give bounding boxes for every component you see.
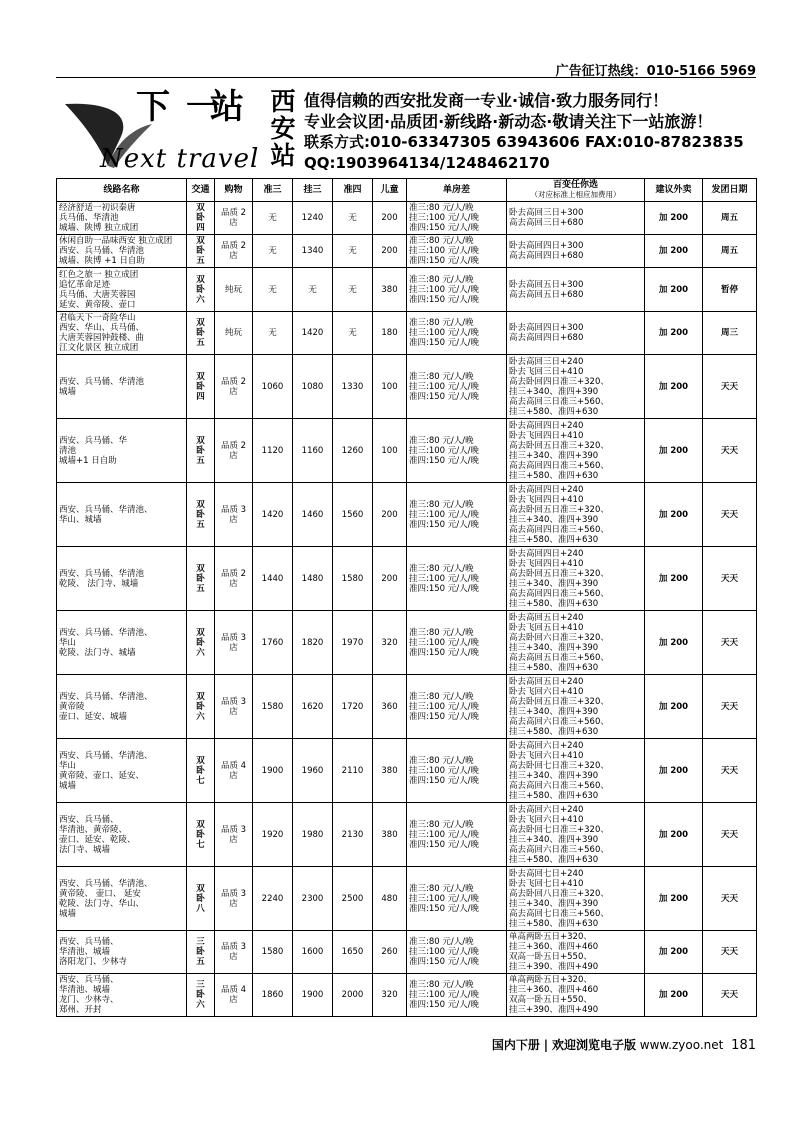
cell-child: 480 [373, 867, 407, 931]
cell-date: 天天 [703, 547, 757, 611]
cell-upgrade: 单高两卧五日+320、 挂三+360、准四+460 双高一卧五日+550、 挂三+390、准四+490 [507, 974, 645, 1017]
col-g3: 挂三 [293, 179, 333, 202]
cell-child: 200 [373, 235, 407, 268]
cell-transport: 双 卧 八 [187, 867, 215, 931]
cell-route: 西安、兵马俑、 华清池、城墙 龙门、少林寺、 郑州、开封 [57, 974, 187, 1017]
cell-shopping: 品质 2店 [215, 355, 253, 419]
cell-price: 加 200 [645, 355, 703, 419]
table-row [57, 483, 757, 547]
footer-divider: | [543, 1038, 549, 1052]
cell-z3: 1900 [253, 739, 293, 803]
cell-date: 周五 [703, 202, 757, 235]
table-row [57, 931, 757, 974]
cell-route: 西安、兵马俑、华清池、 黄帝陵、 壶口、 延安 乾陵、法门寺、华山、 城墙 [57, 867, 187, 931]
col-child: 儿童 [373, 179, 407, 202]
table-row [57, 867, 757, 931]
cell-child: 100 [373, 419, 407, 483]
cell-price: 加 200 [645, 739, 703, 803]
cell-z4: 无 [333, 268, 373, 312]
cell-transport: 双 卧 六 [187, 675, 215, 739]
table-row [57, 675, 757, 739]
cell-z3: 1580 [253, 675, 293, 739]
cell-z3: 无 [253, 268, 293, 312]
col-shopping: 购物 [215, 179, 253, 202]
cell-upgrade: 卧去高回三日+300 高去高回三日+680 [507, 202, 645, 235]
cell-price: 加 200 [645, 974, 703, 1017]
cell-route: 红色之旅一 独立成团 追忆革命足迹 兵马俑、大唐芙蓉园 延安、黄帝陵、壶口 [57, 268, 187, 312]
table-row [57, 547, 757, 611]
brand-subtitle: Next travel [100, 144, 260, 174]
cell-z4: 1970 [333, 611, 373, 675]
cell-g3: 无 [293, 268, 333, 312]
cell-route: 西安、兵马俑、华清池、 华山 黄帝陵、壶口、延安、 城墙 [57, 739, 187, 803]
cell-date: 天天 [703, 355, 757, 419]
cell-single: 准三:80 元/人/晚 挂三:100 元/人/晚 准四:150 元/人/晚 [407, 675, 507, 739]
cell-z4: 1720 [333, 675, 373, 739]
cell-z3: 无 [253, 202, 293, 235]
cell-child: 200 [373, 547, 407, 611]
cell-upgrade: 单高两卧五日+320、 挂三+360、准四+460 双高一卧五日+550、 挂三+390、准四+490 [507, 931, 645, 974]
cell-z3: 1060 [253, 355, 293, 419]
ad-line-2: 专业会议团·品质团·新线路·新动态·敬请关注下一站旅游！ [304, 112, 713, 131]
cell-g3: 1340 [293, 235, 333, 268]
cell-transport: 双 卧 五 [187, 312, 215, 355]
cell-upgrade: 卧去高回四日+240 卧去飞回四日+410 高去卧回五日准三+320、 挂三+340、准四+390 高去高回四日准三+560、 挂三+580、准四+630 [507, 547, 645, 611]
cell-transport: 双 卧 四 [187, 202, 215, 235]
cell-upgrade: 卧去高回六日+240 卧去飞回六日+410 高去卧回七日准三+320、 挂三+340、准四+390 高去高回六日准三+560、 挂三+580、准四+630 [507, 803, 645, 867]
cell-date: 天天 [703, 611, 757, 675]
cell-g3: 1620 [293, 675, 333, 739]
cell-upgrade: 卧去高回五日+240 卧去飞回六日+410 高去卧回五日准三+320、 挂三+340、准四+390 高去高回六日准三+560、 挂三+580、准四+630 [507, 675, 645, 739]
cell-z4: 1330 [333, 355, 373, 419]
cell-g3: 1080 [293, 355, 333, 419]
cell-child: 260 [373, 931, 407, 974]
cell-single: 准三:80 元/人/晚 挂三:100 元/人/晚 准四:150 元/人/晚 [407, 355, 507, 419]
cell-date: 天天 [703, 483, 757, 547]
ad-contact: 联系方式:010-63347305 63943606 FAX:010-87823835 [304, 133, 744, 151]
route-price-table [56, 178, 757, 1017]
cell-price: 加 200 [645, 483, 703, 547]
cell-child: 200 [373, 202, 407, 235]
cell-price: 加 200 [645, 202, 703, 235]
cell-upgrade: 卧去高回五日+300 高去高回五日+680 [507, 268, 645, 312]
cell-child: 320 [373, 974, 407, 1017]
cell-shopping: 品质 2店 [215, 235, 253, 268]
cell-date: 周三 [703, 312, 757, 355]
cell-z3: 1440 [253, 547, 293, 611]
cell-shopping: 品质 4店 [215, 974, 253, 1017]
cell-transport: 双 卧 五 [187, 235, 215, 268]
cell-g3: 1420 [293, 312, 333, 355]
cell-route: 西安、兵马俑、华清池 城墙 [57, 355, 187, 419]
table-row [57, 235, 757, 268]
cell-route: 休闲自助一品味西安 独立成团 西安、兵马俑、华清池 城墙、陕博 +1 日自助 [57, 235, 187, 268]
table-header-row [57, 179, 757, 202]
cell-single: 准三:80 元/人/晚 挂三:100 元/人/晚 准四:150 元/人/晚 [407, 739, 507, 803]
table-row [57, 419, 757, 483]
cell-date: 暂停 [703, 268, 757, 312]
col-date: 发团日期 [703, 179, 757, 202]
cell-shopping: 品质 3店 [215, 611, 253, 675]
cell-shopping: 品质 2店 [215, 419, 253, 483]
cell-z3: 1420 [253, 483, 293, 547]
cell-z3: 1580 [253, 931, 293, 974]
cell-shopping: 品质 4店 [215, 739, 253, 803]
cell-z4: 2500 [333, 867, 373, 931]
cell-date: 天天 [703, 931, 757, 974]
cell-transport: 双 卧 七 [187, 803, 215, 867]
cell-transport: 双 卧 七 [187, 739, 215, 803]
svg-text:下: 下 [136, 87, 170, 127]
cell-shopping: 纯玩 [215, 312, 253, 355]
cell-single: 准三:80 元/人/晚 挂三:100 元/人/晚 准四:150 元/人/晚 [407, 803, 507, 867]
cell-route: 西安、兵马俑、 华清池、黄帝陵、 壶口、延安、乾陵、 法门寺、城墙 [57, 803, 187, 867]
cell-single: 准三:80 元/人/晚 挂三:100 元/人/晚 准四:150 元/人/晚 [407, 547, 507, 611]
table-row [57, 611, 757, 675]
cell-date: 天天 [703, 675, 757, 739]
cell-price: 加 200 [645, 547, 703, 611]
cell-shopping: 品质 3店 [215, 483, 253, 547]
brand-vertical-title: 西 安 站 [270, 87, 296, 170]
cell-upgrade: 卧去高回四日+300 高去高回四日+680 [507, 312, 645, 355]
table-row [57, 355, 757, 419]
cell-z4: 2000 [333, 974, 373, 1017]
cell-price: 加 200 [645, 611, 703, 675]
cell-child: 360 [373, 675, 407, 739]
table-row [57, 312, 757, 355]
svg-text:站: 站 [210, 87, 244, 127]
cell-z4: 2110 [333, 739, 373, 803]
cell-date: 周五 [703, 235, 757, 268]
cell-z3: 无 [253, 235, 293, 268]
table-row [57, 803, 757, 867]
cell-z4: 1260 [333, 419, 373, 483]
cell-shopping: 品质 3店 [215, 675, 253, 739]
cell-g3: 1160 [293, 419, 333, 483]
cell-z3: 1920 [253, 803, 293, 867]
cell-z3: 2240 [253, 867, 293, 931]
page-number: 181 [731, 1038, 756, 1053]
cell-upgrade: 卧去高回四日+240 卧去飞回四日+410 高去卧回五日准三+320、 挂三+340、准四+390 高去高回四日准三+560、 挂三+580、准四+630 [507, 483, 645, 547]
cell-g3: 1980 [293, 803, 333, 867]
cell-price: 加 200 [645, 867, 703, 931]
cell-single: 准三:80 元/人/晚 挂三:100 元/人/晚 准四:150 元/人/晚 [407, 483, 507, 547]
cell-single: 准三:80 元/人/晚 挂三:100 元/人/晚 准四:150 元/人/晚 [407, 611, 507, 675]
cell-upgrade: 卧去高回三日+240 卧去飞回三日+410 高去卧回四日准三+320、 挂三+340、准四+390 高去高回三日准三+560、 挂三+580、准四+630 [507, 355, 645, 419]
cell-upgrade: 卧去高回四日+300 高去高回四日+680 [507, 235, 645, 268]
cell-z4: 1580 [333, 547, 373, 611]
cell-g3: 2300 [293, 867, 333, 931]
cell-route: 西安、兵马俑、华清池、 黄帝陵 壶口、延安、城墙 [57, 675, 187, 739]
cell-transport: 双 卧 四 [187, 355, 215, 419]
cell-route: 西安、兵马俑、 华清池、城墙 洛阳龙门、少林寺 [57, 931, 187, 974]
table-row [57, 739, 757, 803]
cell-price: 加 200 [645, 419, 703, 483]
cell-single: 准三:80 元/人/晚 挂三:100 元/人/晚 准四:150 元/人/晚 [407, 312, 507, 355]
cell-price: 加 200 [645, 268, 703, 312]
cell-price: 加 200 [645, 803, 703, 867]
cell-single: 准三:80 元/人/晚 挂三:100 元/人/晚 准四:150 元/人/晚 [407, 268, 507, 312]
ad-line-1: 值得信赖的西安批发商一专业·诚信·致力服务同行！ [304, 91, 669, 110]
cell-child: 320 [373, 611, 407, 675]
cell-z3: 无 [253, 312, 293, 355]
cell-z4: 无 [333, 312, 373, 355]
cell-price: 加 200 [645, 235, 703, 268]
cell-upgrade: 卧去高回五日+240 卧去飞回五日+410 高去卧回六日准三+320、 挂三+340、准四+390 高去高回五日准三+560、 挂三+580、准四+630 [507, 611, 645, 675]
cell-single: 准三:80 元/人/晚 挂三:100 元/人/晚 准四:150 元/人/晚 [407, 931, 507, 974]
cell-z4: 无 [333, 202, 373, 235]
footer-welcome: 欢迎浏览电子版 [551, 1038, 636, 1052]
cell-g3: 1960 [293, 739, 333, 803]
col-z4: 准四 [333, 179, 373, 202]
cell-z4: 1650 [333, 931, 373, 974]
cell-route: 西安、兵马俑、华清池、 华山 乾陵、法门寺、城墙 [57, 611, 187, 675]
top-divider [56, 77, 756, 78]
cell-z4: 1560 [333, 483, 373, 547]
ad-hotline: 广告征订热线：010-5166 5969 [555, 64, 756, 79]
cell-z4: 2130 [333, 803, 373, 867]
cell-single: 准三:80 元/人/晚 挂三:100 元/人/晚 准四:150 元/人/晚 [407, 235, 507, 268]
cell-transport: 双 卧 五 [187, 483, 215, 547]
cell-shopping: 品质 2店 [215, 202, 253, 235]
cell-z4: 无 [333, 235, 373, 268]
cell-shopping: 品质 2店 [215, 547, 253, 611]
cell-date: 天天 [703, 974, 757, 1017]
cell-date: 天天 [703, 419, 757, 483]
cell-transport: 双 卧 六 [187, 611, 215, 675]
cell-date: 天天 [703, 739, 757, 803]
cell-transport: 双 卧 五 [187, 419, 215, 483]
cell-child: 380 [373, 739, 407, 803]
table-row [57, 974, 757, 1017]
cell-upgrade: 卧去高回六日+240 卧去飞回六日+410 高去卧回七日准三+320、 挂三+340、准四+390 高去高回六日准三+560、 挂三+580、准四+630 [507, 739, 645, 803]
col-z3: 准三 [253, 179, 293, 202]
cell-transport: 三 卧 六 [187, 974, 215, 1017]
footer-url[interactable]: www.zyoo.net [639, 1038, 724, 1052]
cell-route: 经济舒适一初识秦唐 兵马俑、华清池 城墙、陕博 独立成团 [57, 202, 187, 235]
cell-transport: 三 卧 五 [187, 931, 215, 974]
cell-g3: 1900 [293, 974, 333, 1017]
ad-qq: QQ:1903964134/1248462170 [304, 154, 550, 172]
cell-z3: 1760 [253, 611, 293, 675]
cell-price: 加 200 [645, 675, 703, 739]
cell-child: 200 [373, 483, 407, 547]
table-row [57, 202, 757, 235]
cell-route: 西安、兵马俑、华清池 乾陵、 法门寺、城墙 [57, 547, 187, 611]
cell-z3: 1120 [253, 419, 293, 483]
cell-upgrade: 卧去高回七日+240 卧去飞回七日+410 高去卧回八日准三+320、 挂三+340、准四+390 高去高回七日准三+560、 挂三+580、准四+630 [507, 867, 645, 931]
cell-z3: 1860 [253, 974, 293, 1017]
col-single: 单房差 [407, 179, 507, 202]
cell-shopping: 纯玩 [215, 268, 253, 312]
cell-single: 准三:80 元/人/晚 挂三:100 元/人/晚 准四:150 元/人/晚 [407, 867, 507, 931]
cell-child: 380 [373, 268, 407, 312]
cell-route: 西安、兵马俑、华清池、 华山、城墙 [57, 483, 187, 547]
page-footer [492, 1036, 756, 1053]
cell-price: 加 200 [645, 931, 703, 974]
cell-g3: 1480 [293, 547, 333, 611]
ad-text [304, 90, 744, 174]
cell-g3: 1460 [293, 483, 333, 547]
col-upgrade: 百变任你选 （对应标准上相应加费用） [507, 179, 645, 202]
cell-child: 380 [373, 803, 407, 867]
cell-transport: 双 卧 五 [187, 547, 215, 611]
cell-single: 准三:80 元/人/晚 挂三:100 元/人/晚 准四:150 元/人/晚 [407, 419, 507, 483]
col-route: 线路名称 [57, 179, 187, 202]
svg-text:一: 一 [186, 87, 220, 127]
table-row [57, 268, 757, 312]
cell-g3: 1820 [293, 611, 333, 675]
cell-transport: 双 卧 六 [187, 268, 215, 312]
cell-price: 加 200 [645, 312, 703, 355]
col-transport: 交通 [187, 179, 215, 202]
cell-g3: 1240 [293, 202, 333, 235]
cell-single: 准三:80 元/人/晚 挂三:100 元/人/晚 准四:150 元/人/晚 [407, 202, 507, 235]
cell-shopping: 品质 3店 [215, 867, 253, 931]
cell-single: 准三:80 元/人/晚 挂三:100 元/人/晚 准四:150 元/人/晚 [407, 974, 507, 1017]
cell-date: 天天 [703, 803, 757, 867]
footer-section: 国内下册 [491, 1038, 540, 1052]
cell-shopping: 品质 3店 [215, 803, 253, 867]
cell-route: 西安、兵马俑、华 清池 城墙+1 日自助 [57, 419, 187, 483]
col-price: 建议外卖 [645, 179, 703, 202]
cell-g3: 1600 [293, 931, 333, 974]
cell-route: 君临天下一奇险华山 西安、华山、兵马俑、 大唐芙蓉园钟鼓楼、曲 江文化景区 独立成团 [57, 312, 187, 355]
cell-shopping: 品质 3店 [215, 931, 253, 974]
cell-child: 180 [373, 312, 407, 355]
cell-child: 100 [373, 355, 407, 419]
cell-upgrade: 卧去高回四日+240 卧去飞回四日+410 高去卧回五日准三+320、 挂三+340、准四+390 高去高回四日准三+560、 挂三+580、准四+630 [507, 419, 645, 483]
cell-date: 天天 [703, 867, 757, 931]
